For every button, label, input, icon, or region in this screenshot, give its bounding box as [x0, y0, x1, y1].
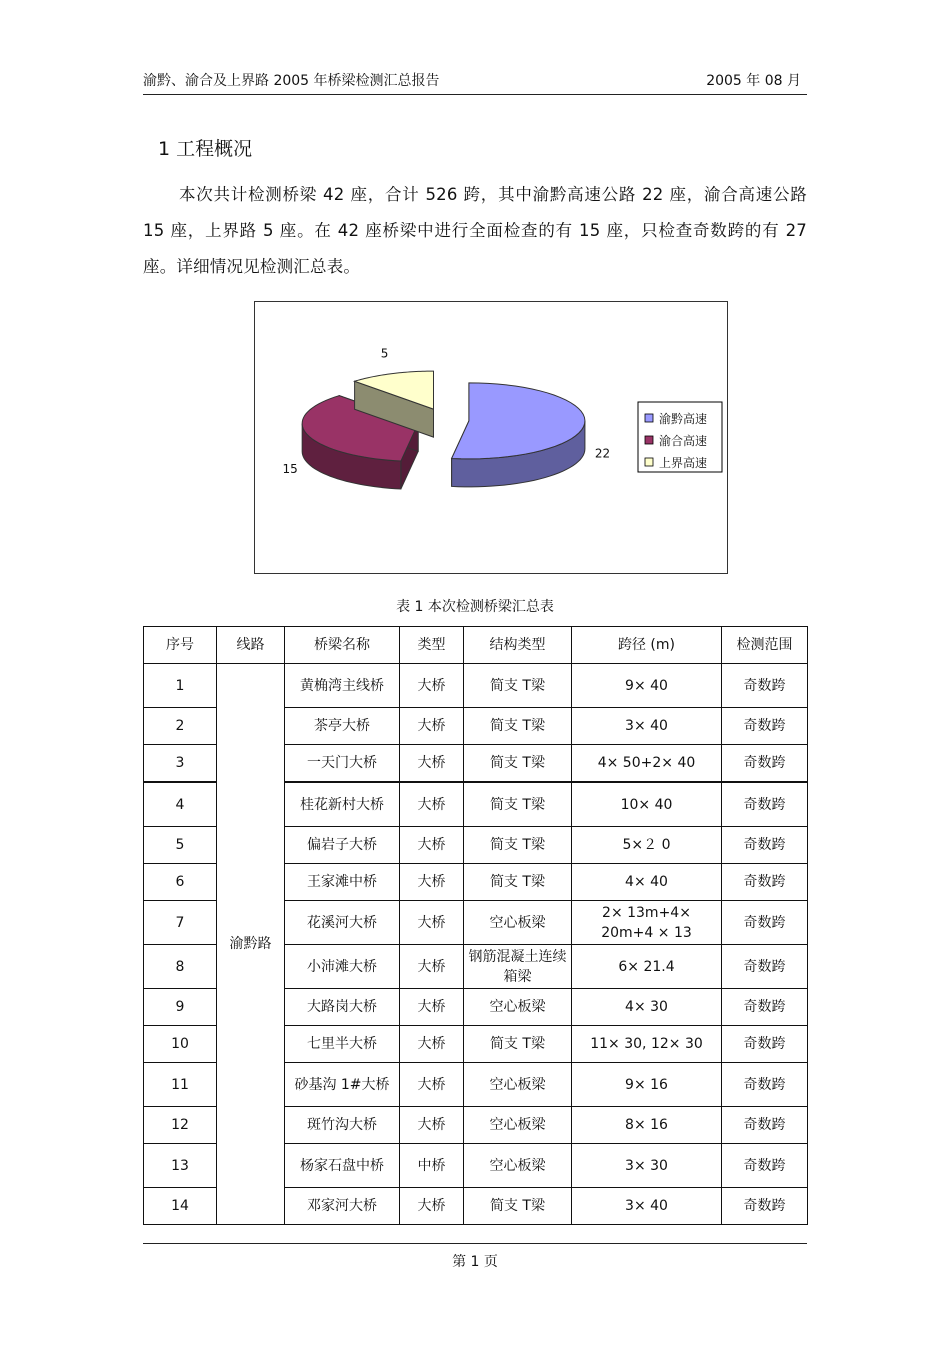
table-cell: 杨家石盘中桥 [285, 1144, 400, 1188]
table-cell: 大桥 [400, 827, 464, 864]
table-cell: 空心板梁 [464, 901, 572, 945]
table-cell: 2× 13m+4× 20m+4 × 13 [572, 901, 722, 945]
pie-data-label: 15 [282, 462, 298, 477]
header-cell: 检测范围 [722, 627, 808, 664]
table-cell: 大桥 [400, 1107, 464, 1144]
table-cell: 奇数跨 [722, 745, 808, 783]
table-cell: 4× 50+2× 40 [572, 745, 722, 783]
table-cell: 9× 16 [572, 1063, 722, 1107]
table-cell: 简支 T梁 [464, 827, 572, 864]
table-cell: 空心板梁 [464, 1144, 572, 1188]
table-cell: 大桥 [400, 864, 464, 901]
table-cell: 奇数跨 [722, 945, 808, 989]
footer-divider [143, 1243, 807, 1244]
table-cell: 奇数跨 [722, 664, 808, 708]
pie-data-label: 5 [380, 346, 389, 361]
table-cell: 3 [144, 745, 217, 783]
table-cell: 9 [144, 989, 217, 1026]
table-row [144, 664, 808, 708]
table-cell: 空心板梁 [464, 1107, 572, 1144]
pie-slice-0 [452, 383, 585, 487]
legend-label: 渝合高速 [659, 434, 708, 448]
chart-legend [638, 402, 722, 472]
table-cell: 11× 30, 12× 30 [572, 1026, 722, 1063]
header-cell: 跨径 (m) [572, 627, 722, 664]
table-cell: 奇数跨 [722, 989, 808, 1026]
table-cell: 奇数跨 [722, 864, 808, 901]
header-cell: 类型 [400, 627, 464, 664]
table-cell: 奇数跨 [722, 901, 808, 945]
table-cell: 大桥 [400, 708, 464, 745]
table-cell: 桂花新村大桥 [285, 782, 400, 827]
table-cell: 七里半大桥 [285, 1026, 400, 1063]
legend-label: 上界高速 [659, 456, 708, 470]
table-cell: 大桥 [400, 1063, 464, 1107]
table-cell: 大桥 [400, 945, 464, 989]
table-cell: 简支 T梁 [464, 745, 572, 783]
table-cell: 5 [144, 827, 217, 864]
bridge-summary-table [143, 626, 808, 1225]
table-cell: 10 [144, 1026, 217, 1063]
table-cell: 4× 30 [572, 989, 722, 1026]
table-cell: 3× 30 [572, 1144, 722, 1188]
table-cell: 10× 40 [572, 782, 722, 827]
table-cell: 邓家河大桥 [285, 1188, 400, 1225]
table-cell: 简支 T梁 [464, 864, 572, 901]
table-cell: 奇数跨 [722, 782, 808, 827]
overview-paragraph: 本次共计检测桥梁 42 座，合计 526 跨，其中渝黔高速公路 22 座，渝合高速公路 15 座，上界路 5 座。在 42 座桥梁中进行全面检查的有 15 座，只检查奇数跨的有 27 座。详细情况见检测汇总表。 [143, 185, 807, 276]
table-cell: 大桥 [400, 664, 464, 708]
table-cell: 3× 40 [572, 1188, 722, 1225]
table-cell: 奇数跨 [722, 708, 808, 745]
table-cell: 斑竹沟大桥 [285, 1107, 400, 1144]
table-cell: 简支 T梁 [464, 1026, 572, 1063]
table-cell: 奇数跨 [722, 1107, 808, 1144]
table-cell: 王家滩中桥 [285, 864, 400, 901]
table-cell: 4 [144, 782, 217, 827]
table-cell: 大桥 [400, 1026, 464, 1063]
table-cell: 12 [144, 1107, 217, 1144]
table-cell: 奇数跨 [722, 827, 808, 864]
legend-swatch [645, 458, 653, 466]
table-cell: 6 [144, 864, 217, 901]
table-cell: 钢筋混凝土连续箱梁 [464, 945, 572, 989]
header-cell: 线路 [217, 627, 285, 664]
header-cell: 结构类型 [464, 627, 572, 664]
route-cell: 渝黔路 [217, 664, 285, 1225]
header-date: 2005 年 08 月 [706, 73, 801, 89]
table-cell: 简支 T梁 [464, 1188, 572, 1225]
section-title: 1 工程概况 [158, 138, 253, 160]
table-cell: 花溪河大桥 [285, 901, 400, 945]
table-cell: 3× 40 [572, 708, 722, 745]
table-cell: 奇数跨 [722, 1063, 808, 1107]
table-cell: 简支 T梁 [464, 782, 572, 827]
header-cell: 桥梁名称 [285, 627, 400, 664]
table-cell: 偏岩子大桥 [285, 827, 400, 864]
table-cell: 大路岗大桥 [285, 989, 400, 1026]
table-cell: 大桥 [400, 782, 464, 827]
page-number: 第 1 页 [452, 1254, 498, 1270]
table-cell: 大桥 [400, 901, 464, 945]
table-cell: 中桥 [400, 1144, 464, 1188]
pie-chart [254, 301, 728, 574]
table-cell: 9× 40 [572, 664, 722, 708]
table-cell: 13 [144, 1144, 217, 1188]
pie-data-label: 22 [594, 446, 611, 461]
table-cell: 大桥 [400, 745, 464, 783]
table-cell: 空心板梁 [464, 989, 572, 1026]
table-cell: 奇数跨 [722, 1144, 808, 1188]
table-cell: 一天门大桥 [285, 745, 400, 783]
legend-label: 渝黔高速 [659, 412, 708, 426]
table-cell: 11 [144, 1063, 217, 1107]
table-cell: 空心板梁 [464, 1063, 572, 1107]
header-cell: 序号 [144, 627, 217, 664]
table-cell: 黄桷湾主线桥 [285, 664, 400, 708]
table-caption: 表 1 本次检测桥梁汇总表 [396, 599, 554, 615]
table-cell: 砂基沟 1#大桥 [285, 1063, 400, 1107]
table-cell: 奇数跨 [722, 1188, 808, 1225]
table-cell: 5×２ 0 [572, 827, 722, 864]
table-cell: 1 [144, 664, 217, 708]
legend-swatch [645, 436, 653, 444]
header-title: 渝黔、渝合及上界路 2005 年桥梁检测汇总报告 [143, 73, 440, 89]
pie-chart-svg [255, 302, 727, 573]
table-header-row [144, 627, 808, 664]
table-cell: 大桥 [400, 989, 464, 1026]
table-cell: 8 [144, 945, 217, 989]
legend-swatch [645, 414, 653, 422]
table-cell: 6× 21.4 [572, 945, 722, 989]
table-cell: 7 [144, 901, 217, 945]
table-cell: 2 [144, 708, 217, 745]
table-cell: 简支 T梁 [464, 664, 572, 708]
table-cell: 大桥 [400, 1188, 464, 1225]
page-header [143, 68, 807, 95]
table-cell: 8× 16 [572, 1107, 722, 1144]
table-cell: 简支 T梁 [464, 708, 572, 745]
table-cell: 4× 40 [572, 864, 722, 901]
table-cell: 茶亭大桥 [285, 708, 400, 745]
table-cell: 14 [144, 1188, 217, 1225]
table-cell: 小沛滩大桥 [285, 945, 400, 989]
table-cell: 奇数跨 [722, 1026, 808, 1063]
